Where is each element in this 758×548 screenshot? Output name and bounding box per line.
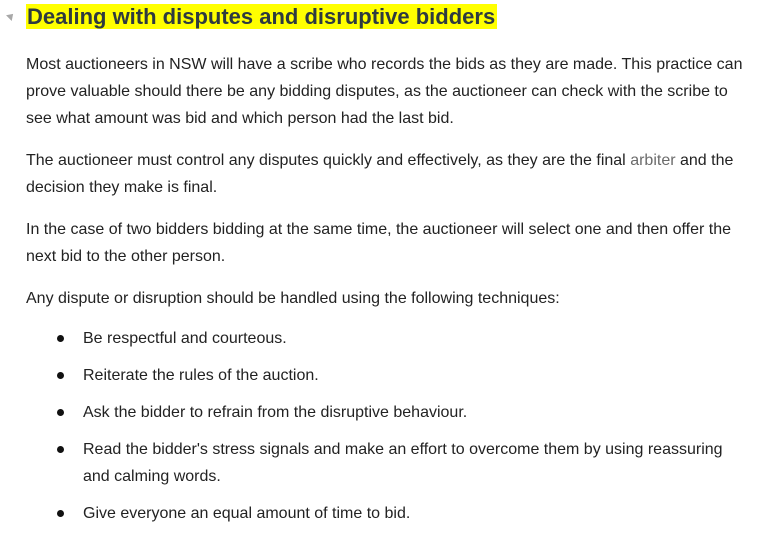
- list-item-text: Reiterate the rules of the auction.: [83, 367, 319, 384]
- paragraph-arbiter-start: The auctioneer must control any disputes quickly and effectively, as they are the final: [26, 152, 631, 169]
- paragraph-techniques-intro: Any dispute or disruption should be handled using the following techniques:: [26, 290, 560, 307]
- paragraph-arbiter-end: and the decision they make is final.: [26, 152, 734, 196]
- page-title: [26, 2, 497, 32]
- highlighted-heading-text: Dealing with disputes and disruptive bidders: [27, 4, 496, 29]
- bullet-icon: [57, 510, 64, 517]
- bullet-icon: [57, 446, 64, 453]
- list-item: [26, 399, 746, 426]
- list-item-text: Ask the bidder to refrain from the disruptive behaviour.: [83, 404, 468, 421]
- paragraph-arbiter: [26, 147, 746, 201]
- list-item: [26, 436, 746, 490]
- bullet-icon: [57, 409, 64, 416]
- list-item: [26, 500, 746, 527]
- bullet-icon: [57, 335, 64, 342]
- techniques-list: [26, 325, 746, 527]
- list-item-text: Give everyone an equal amount of time to bid.: [83, 505, 411, 522]
- paragraph-scribe: Most auctioneers in NSW will have a scribe who records the bids as they are made. This practice can prove valuable should there be any bidding disputes, as the auctioneer can check with the scribe to see what amount was bid and which person had the last bid.: [26, 56, 743, 127]
- list-item-text: Be respectful and courteous.: [83, 330, 287, 347]
- list-item: [26, 325, 746, 352]
- paragraph-two-bidders: In the case of two bidders bidding at the same time, the auctioneer will select one and then offer the next bid to the other person.: [26, 221, 732, 265]
- list-item-text: Read the bidder's stress signals and make an effort to overcome them by using reassuring and calming words.: [83, 441, 723, 485]
- bullet-icon: [57, 372, 64, 379]
- list-item: [26, 362, 746, 389]
- collapse-triangle-icon[interactable]: [6, 11, 16, 21]
- arbiter-term: arbiter: [630, 152, 676, 169]
- document-body: [26, 51, 746, 537]
